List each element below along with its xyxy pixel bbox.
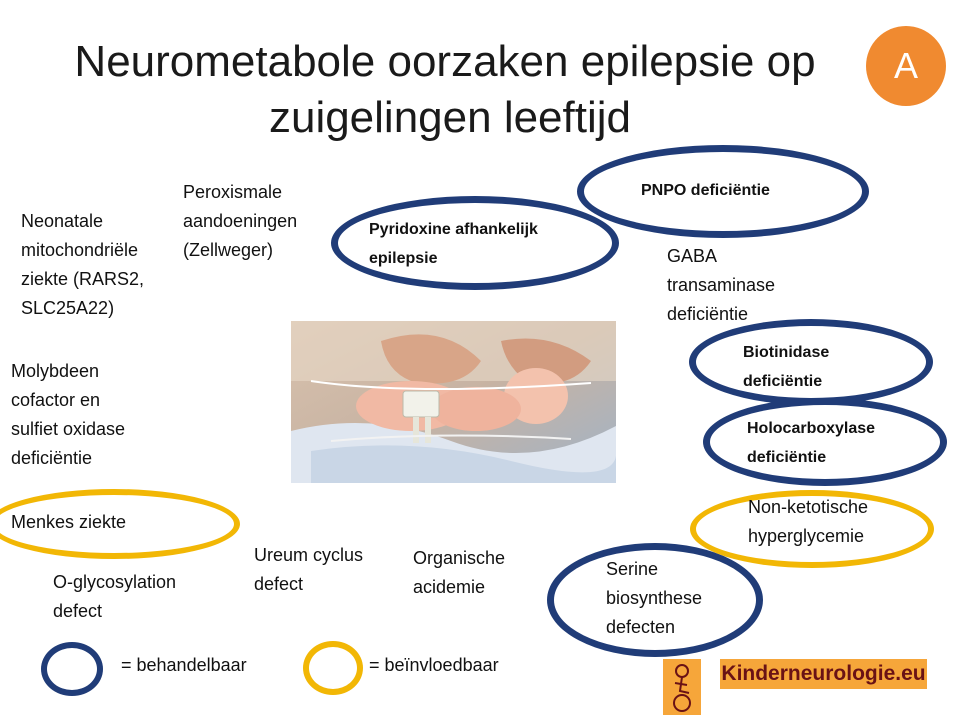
item-serine: Serine biosynthese defecten <box>606 559 703 637</box>
item-nonketotic: Non-ketotische hyperglycemie <box>748 497 869 546</box>
item-biotinidase: Biotinidase deficiëntie <box>743 344 830 390</box>
section-badge: A <box>866 26 946 106</box>
title-line-2: zuigelingen leeftijd <box>268 93 632 142</box>
logo-kinderneurologie[interactable]: Kinderneurologie.eu <box>720 659 927 689</box>
newborn-infant-photo <box>291 321 616 483</box>
child-wheelchair-logo-icon <box>663 659 701 715</box>
legend-influenceable-ring <box>303 641 363 695</box>
slide-title <box>0 34 890 146</box>
title-line-1: Neurometabole oorzaken epilepsie op <box>74 37 816 86</box>
item-peroxismale: Peroxismale aandoeningen (Zellweger) <box>183 182 298 260</box>
item-menkes: Menkes ziekte <box>11 512 127 532</box>
item-organische: Organische acidemie <box>413 548 506 597</box>
item-neonatale: Neonatale mitochondriële ziekte (RARS2, SLC25A22) <box>21 211 145 318</box>
item-gaba: GABA transaminase deficiëntie <box>667 246 776 324</box>
item-ureum: Ureum cyclus defect <box>254 545 364 594</box>
item-holocarboxylase: Holocarboxylase deficiëntie <box>747 420 876 466</box>
item-oglycosylation: O-glycosylation defect <box>53 572 177 621</box>
item-molybdeen: Molybdeen cofactor en sulfiet oxidase deficiëntie <box>11 361 126 468</box>
legend-treatable-label: = behandelbaar <box>121 655 247 675</box>
item-pyridoxine: Pyridoxine afhankelijk epilepsie <box>369 221 538 267</box>
item-pnpo: PNPO deficiëntie <box>641 182 770 199</box>
legend-treatable-ring <box>41 642 103 696</box>
legend-influenceable-label: = beïnvloedbaar <box>369 655 499 675</box>
